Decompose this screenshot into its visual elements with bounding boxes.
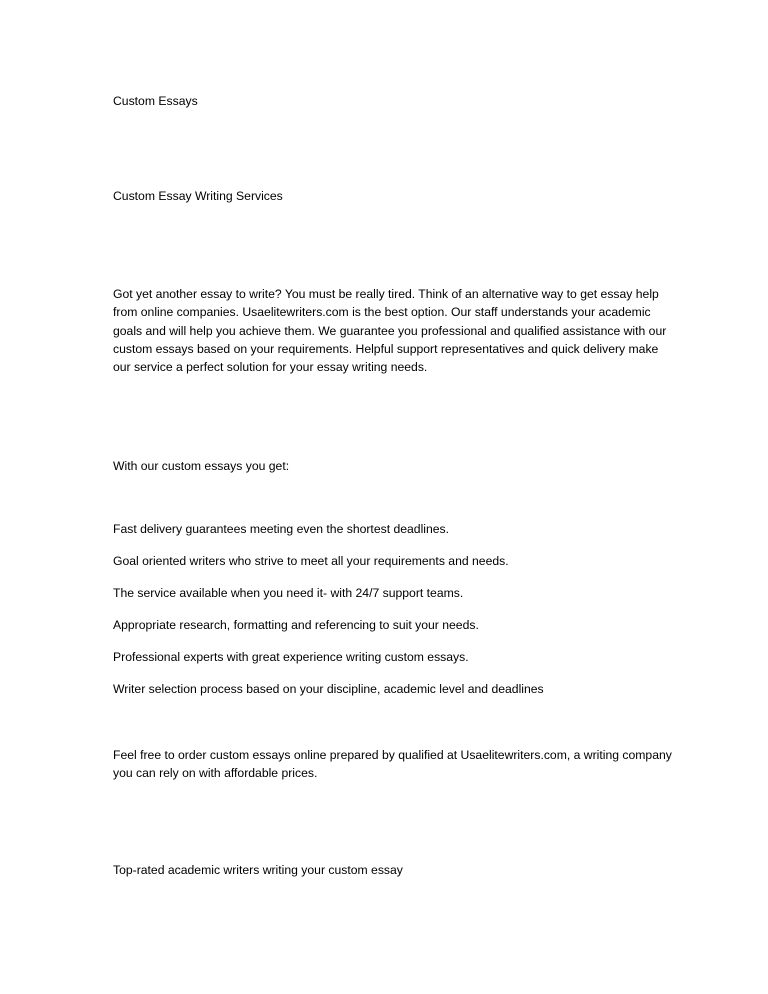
benefit-item: Fast delivery guarantees meeting even the shortest deadlines. xyxy=(113,522,450,536)
benefit-item: Appropriate research, formatting and referencing to suit your needs. xyxy=(113,618,479,632)
benefit-item: Goal oriented writers who strive to meet all your requirements and needs. xyxy=(113,554,509,568)
benefit-item: Writer selection process based on your discipline, academic level and deadlines xyxy=(113,682,544,696)
document-subtitle: Custom Essay Writing Services xyxy=(113,189,283,203)
document-title: Custom Essays xyxy=(113,94,198,108)
final-heading: Top-rated academic writers writing your custom essay xyxy=(113,863,403,877)
benefit-item: Professional experts with great experience writing custom essays. xyxy=(113,650,469,664)
benefits-heading: With our custom essays you get: xyxy=(113,459,290,473)
intro-paragraph: Got yet another essay to write? You must be really tired. Think of an alternative way to get essay help from online companies. Usaelitewriters.com is the best option. Our staff understands your academic goals and will help you achieve them. We guarantee you professional and qualified assistance with our custom essays based on your requirements. Helpful support representatives and quick delivery make our service a perfect solution for your essay writing needs. xyxy=(113,287,667,375)
closing-paragraph: Feel free to order custom essays online prepared by qualified at Usaelitewriters.com, a writing company you can rely on with affordable prices. xyxy=(113,748,672,781)
benefit-item: The service available when you need it- with 24/7 support teams. xyxy=(113,586,464,600)
